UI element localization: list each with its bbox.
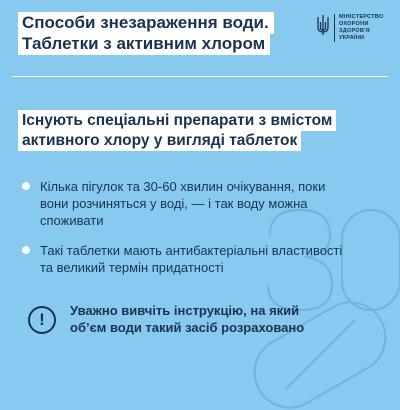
bullet-dot-icon xyxy=(22,182,30,190)
logo-text xyxy=(334,14,383,42)
bullet-dot-icon xyxy=(22,246,30,254)
logo-text-line: ЗДОРОВ'Я xyxy=(339,28,370,34)
list-item xyxy=(22,178,352,229)
logo-text-line: МІНІСТЕРСТВО xyxy=(339,14,384,20)
trident-icon xyxy=(317,14,329,36)
title-line-1: Способи знезараження води. xyxy=(18,12,274,34)
bullet-text: Кілька пігулок та 30-60 хвилин очікування, поки вони розчиняться у воді, — і так воду можна споживати xyxy=(40,179,326,228)
exclamation-icon: ! xyxy=(28,306,56,334)
section-heading xyxy=(18,110,336,151)
list-item xyxy=(22,242,352,276)
heading-line-1: Існують спеціальні препарати з вмістом xyxy=(18,110,336,131)
heading-line-2: активного хлору у вигляді таблеток xyxy=(18,130,301,151)
page-title xyxy=(18,12,274,55)
logo-text-line: УКРАЇНИ xyxy=(339,35,365,41)
title-line-2: Таблетки з активним хлором xyxy=(18,33,270,55)
ministry-logo xyxy=(317,14,383,42)
warning-text: Уважно вивчіть інструкцію, на який об’єм води такий засіб розраховано xyxy=(70,303,305,335)
bullet-list xyxy=(22,178,352,289)
logo-text-line: ОХОРОНИ xyxy=(339,21,369,27)
bullet-text: Такі таблетки мають антибактеріальні властивості та великий термін придатності xyxy=(40,243,343,275)
divider xyxy=(12,76,388,77)
